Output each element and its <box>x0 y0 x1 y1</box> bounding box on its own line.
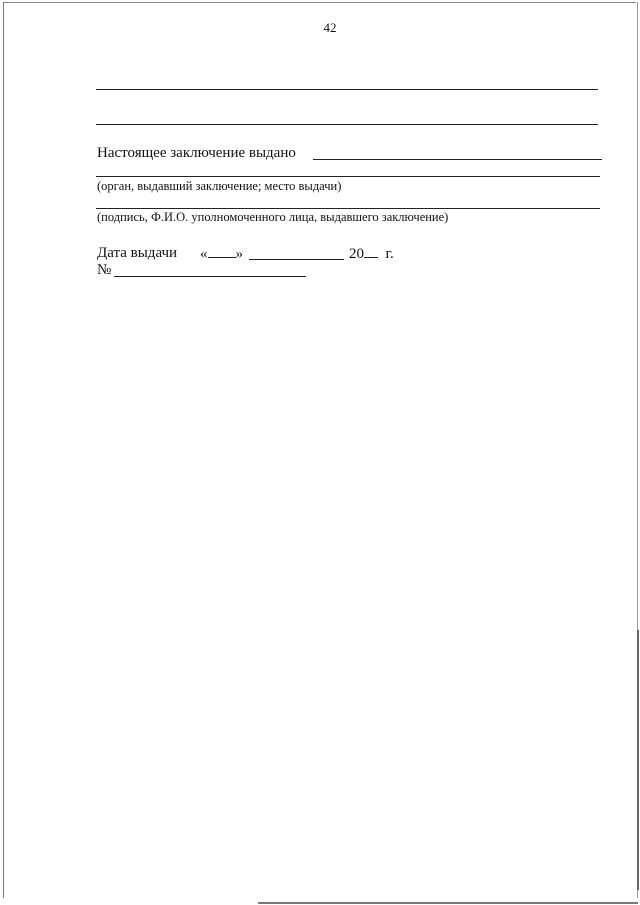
issuer-line <box>96 176 600 177</box>
date-month-blank <box>249 259 344 260</box>
scan-border-left <box>3 2 4 898</box>
date-close-quote: » <box>235 246 243 262</box>
signature-caption: (подпись, Ф.И.О. уполномоченного лица, выдавшего заключение) <box>97 210 449 224</box>
date-year-prefix: 20 <box>349 246 364 262</box>
number-blank-line <box>114 276 306 277</box>
number-label: № <box>97 262 112 278</box>
issued-label: Настоящее заключение выдано <box>97 145 296 161</box>
date-year-suffix: г. <box>385 246 394 262</box>
date-year-field <box>349 245 394 263</box>
scan-border-top <box>4 2 636 3</box>
date-day-field <box>200 245 243 263</box>
issuer-caption: (орган, выдавший заключение; место выдачи) <box>97 179 342 193</box>
scan-border-bottom <box>258 902 638 904</box>
blank-line-2 <box>96 124 598 125</box>
blank-line-1 <box>96 89 598 90</box>
issued-blank-line <box>313 159 602 160</box>
signature-line <box>96 208 600 209</box>
date-label: Дата выдачи <box>97 245 178 261</box>
date-open-quote: « <box>200 246 208 262</box>
scan-border-right-shadow <box>637 630 639 890</box>
date-day-blank <box>208 245 236 258</box>
date-year-blank <box>364 245 378 258</box>
page-number: 42 <box>323 20 337 35</box>
